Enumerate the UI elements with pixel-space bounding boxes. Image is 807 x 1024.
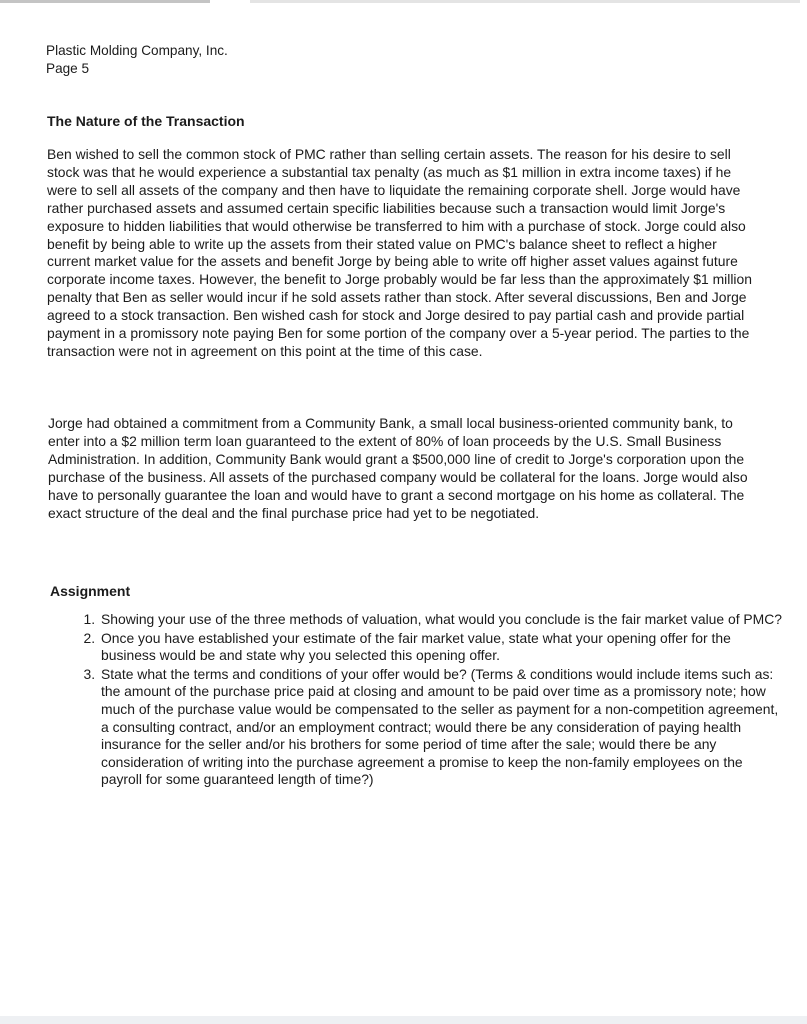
scan-edge-top — [0, 0, 807, 3]
company-name: Plastic Molding Company, Inc. — [46, 43, 228, 58]
assignment-list — [74, 611, 785, 790]
section-heading-assignment: Assignment — [50, 583, 131, 599]
page-number: Page 5 — [46, 61, 90, 76]
assignment-item: 2. Once you have established your estimate of the fair market value, state what your opening offer for the business would be and state why you selected this opening offer. — [99, 630, 785, 665]
scan-edge-bottom — [0, 1016, 807, 1024]
assignment-item: 1. Showing your use of the three methods of valuation, what would you conclude is the fair market value of PMC? — [99, 611, 785, 629]
assignment-item: 3. State what the terms and conditions of your offer would be? (Terms & conditions would include items such as: the amount of the purchase price paid at closing and amount to be paid over time as a promissory note; how much of the purchase value would be compensated to the seller as payment for a non-competition agreement, a consulting contract, and/or an employment contract; would there be any consideration of paying health insurance for the seller and/or his brothers for some period of time after the sale; would there be any consideration of writing into the purchase agreement a promise to keep the non-family employees on the payroll for some guaranteed length of time?) — [99, 666, 785, 789]
paragraph-financing: Jorge had obtained a commitment from a Community Bank, a small local business-oriented community bank, to enter into a $2 million term loan guaranteed to the extent of 80% of loan proceeds by the U.S. Small Business Administration. In addition, Community Bank would grant a $500,000 line of credit to Jorge's corporation upon the purchase of the business. All assets of the purchased company would be collateral for the loans. Jorge would also have to personally guarantee the loan and would have to grant a second mortgage on his home as collateral. The exact structure of the deal and the final purchase price had yet to be negotiated. — [48, 415, 748, 521]
paragraph-stock-vs-assets: Ben wished to sell the common stock of PMC rather than selling certain assets. The reason for his desire to sell stock was that he would experience a substantial tax penalty (as much as $1 million in extra income taxes) if he were to sell all assets of the company and then have to liquidate the remaining corporate shell. Jorge would have rather purchased assets and assumed certain specific liabilities because such a transaction would limit Jorge's exposure to hidden liabilities that would otherwise be transferred to him with a purchase of stock. Jorge could also benefit by being able to write up the assets from their stated value on PMC's balance sheet to reflect a higher current market value for the assets and benefit Jorge by being able to write off higher asset values against future corporate income taxes. However, the benefit to Jorge probably would be far less than the approximately $1 million penalty that Ben as seller would incur if he sold assets rather than stock. After several discussions, Ben and Jorge agreed to a stock transaction. Ben wished cash for stock and Jorge desired to pay partial cash and provide partial payment in a promissory note paying Ben for some portion of the company over a 5-year period. The parties to the transaction were not in agreement on this point at the time of this case. — [47, 146, 752, 359]
page-header — [46, 42, 228, 78]
section-heading-nature: The Nature of the Transaction — [47, 113, 245, 129]
